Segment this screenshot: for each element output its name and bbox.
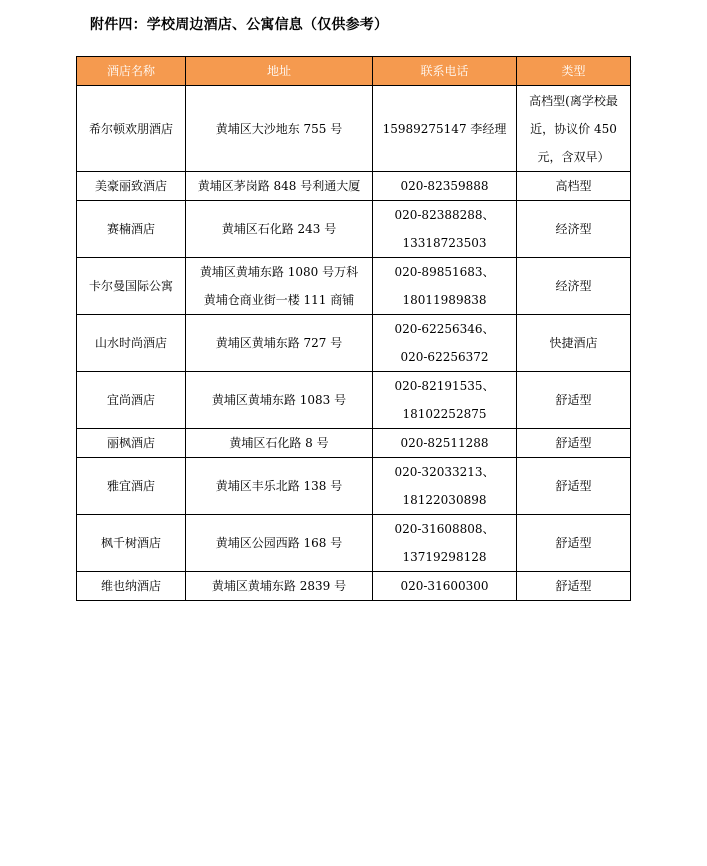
hotel-name-cell-line: 雅宜酒店 (106, 479, 155, 493)
address-cell (186, 429, 373, 458)
address-cell (186, 372, 373, 429)
phone-cell-line: 18011989838 (402, 293, 487, 307)
phone-cell (373, 429, 517, 458)
table-row (77, 458, 631, 515)
table-row (77, 86, 631, 172)
address-cell-line: 黄埔区黄埔东路 727 号 (215, 336, 343, 350)
table-row (77, 201, 631, 258)
column-header-address: 地址 (186, 57, 373, 86)
type-cell (517, 172, 631, 201)
table-row (77, 315, 631, 372)
type-cell (517, 572, 631, 601)
hotel-name-cell (77, 372, 186, 429)
type-cell (517, 515, 631, 572)
phone-cell-line: 18122030898 (402, 493, 487, 507)
table-row (77, 372, 631, 429)
hotel-name-cell-line: 卡尔曼国际公寓 (88, 279, 173, 293)
phone-cell-line: 020-82191535、 (394, 379, 495, 393)
hotel-name-cell-line: 枫千树酒店 (100, 536, 161, 550)
address-cell-line: 黄埔仓商业街一楼 111 商铺 (203, 293, 355, 307)
phone-cell-line: 020-32033213、 (394, 465, 495, 479)
phone-cell-line: 020-82359888 (400, 179, 489, 193)
address-cell-line: 黄埔区黄埔东路 1083 号 (211, 393, 347, 407)
hotel-name-cell (77, 201, 186, 258)
type-cell-line: 舒适型 (555, 579, 592, 593)
type-cell-line: 舒适型 (555, 393, 592, 407)
address-cell (186, 515, 373, 572)
hotel-name-cell-line: 美豪丽致酒店 (94, 179, 167, 193)
type-cell (517, 201, 631, 258)
type-cell (517, 315, 631, 372)
address-cell (186, 315, 373, 372)
hotel-name-cell-line: 维也纳酒店 (100, 579, 161, 593)
address-cell (186, 86, 373, 172)
type-cell-line: 快捷酒店 (549, 336, 598, 350)
type-cell-line: 经济型 (555, 279, 592, 293)
address-cell-line: 黄埔区丰乐北路 138 号 (215, 479, 343, 493)
address-cell (186, 201, 373, 258)
hotel-table (76, 56, 631, 601)
table-row (77, 515, 631, 572)
page-title: 附件四：学校周边酒店、公寓信息（仅供参考） (90, 17, 389, 33)
hotel-name-cell (77, 86, 186, 172)
column-header-phone: 联系电话 (373, 57, 517, 86)
address-cell (186, 258, 373, 315)
address-cell (186, 172, 373, 201)
phone-cell-line: 15989275147 李经理 (382, 121, 507, 136)
hotel-name-cell (77, 258, 186, 315)
hotel-name-cell-line: 赛楠酒店 (106, 222, 155, 236)
type-cell-line: 舒适型 (555, 436, 592, 450)
address-cell-line: 黄埔区黄埔东路 1080 号万科 (199, 265, 359, 279)
phone-cell-line: 020-62256346、 (394, 322, 495, 336)
type-cell (517, 258, 631, 315)
type-cell (517, 372, 631, 429)
phone-cell-line: 020-31608808、 (394, 522, 495, 536)
phone-cell (373, 172, 517, 201)
type-cell (517, 86, 631, 172)
phone-cell-line: 020-31600300 (400, 579, 489, 593)
table-body (77, 86, 631, 601)
type-cell-line: 元，含双早） (537, 149, 610, 164)
table-row (77, 258, 631, 315)
phone-cell-line: 020-62256372 (400, 350, 489, 364)
phone-cell (373, 315, 517, 372)
type-cell (517, 429, 631, 458)
address-cell (186, 572, 373, 601)
phone-cell-line: 18102252875 (402, 407, 487, 421)
phone-cell-line: 020-82511288 (400, 436, 489, 450)
hotel-name-cell-line: 希尔顿欢朋酒店 (88, 121, 173, 136)
phone-cell (373, 372, 517, 429)
phone-cell-line: 020-89851683、 (394, 265, 495, 279)
phone-cell (373, 515, 517, 572)
hotel-name-cell (77, 572, 186, 601)
type-cell-line: 经济型 (555, 222, 592, 236)
phone-cell (373, 86, 517, 172)
phone-cell-line: 020-82388288、 (394, 208, 495, 222)
address-cell-line: 黄埔区石化路 243 号 (221, 222, 337, 236)
address-cell-line: 黄埔区公园西路 168 号 (215, 536, 343, 550)
type-cell-line: 近，协议价 450 (530, 121, 617, 136)
hotel-name-cell-line: 山水时尚酒店 (94, 336, 167, 350)
hotel-name-cell-line: 宜尚酒店 (106, 393, 155, 407)
hotel-name-cell-line: 丽枫酒店 (106, 436, 155, 450)
phone-cell (373, 258, 517, 315)
table-row (77, 172, 631, 201)
address-cell-line: 黄埔区黄埔东路 2839 号 (211, 579, 347, 593)
type-cell-line: 舒适型 (555, 479, 592, 493)
type-cell-line: 舒适型 (555, 536, 592, 550)
phone-cell-line: 13719298128 (402, 550, 487, 564)
hotel-name-cell (77, 515, 186, 572)
type-cell-line: 高档型 (555, 179, 592, 193)
hotel-name-cell (77, 429, 186, 458)
column-header-name: 酒店名称 (77, 57, 186, 86)
address-cell (186, 458, 373, 515)
phone-cell (373, 201, 517, 258)
phone-cell (373, 458, 517, 515)
address-cell-line: 黄埔区大沙地东 755 号 (215, 121, 343, 136)
hotel-name-cell (77, 458, 186, 515)
table-header-row (77, 57, 631, 86)
address-cell-line: 黄埔区石化路 8 号 (229, 436, 329, 450)
phone-cell (373, 572, 517, 601)
table-row (77, 572, 631, 601)
phone-cell-line: 13318723503 (402, 236, 487, 250)
type-cell (517, 458, 631, 515)
hotel-name-cell (77, 315, 186, 372)
address-cell-line: 黄埔区茅岗路 848 号利通大厦 (197, 179, 361, 193)
column-header-type: 类型 (517, 57, 631, 86)
table-row (77, 429, 631, 458)
hotel-name-cell (77, 172, 186, 201)
type-cell-line: 高档型(离学校最 (529, 93, 618, 108)
